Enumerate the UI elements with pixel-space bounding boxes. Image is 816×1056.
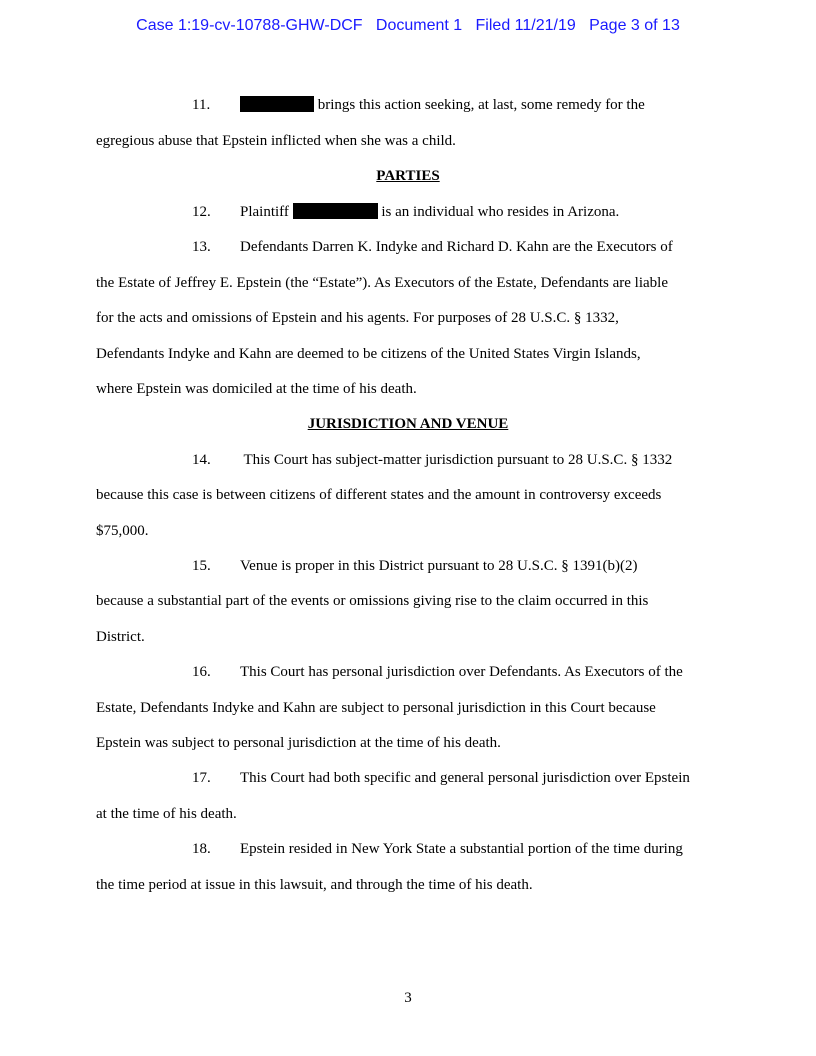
paragraph-15-line-2: because a substantial part of the events or omissions giving rise to the claim occurred in this xyxy=(96,593,649,609)
parties-heading: PARTIES xyxy=(376,168,440,184)
filed-date: Filed 11/21/19 xyxy=(475,17,576,34)
paragraph-number: 13. xyxy=(192,239,211,255)
paragraph-13-line-4: Defendants Indyke and Kahn are deemed to be citizens of the United States Virgin Islands, xyxy=(96,346,641,362)
paragraph-15-line-3: District. xyxy=(96,629,145,645)
redaction-block xyxy=(293,203,378,219)
ecf-header xyxy=(0,17,816,35)
paragraph-18-line-2: the time period at issue in this lawsuit, and through the time of his death. xyxy=(96,877,533,893)
paragraph-text: This Court has personal jurisdiction over Defendants. As Executors of the xyxy=(240,664,683,680)
paragraph-14-line-2: because this case is between citizens of different states and the amount in controversy exceeds xyxy=(96,487,662,503)
case-number: Case 1:19-cv-10788-GHW-DCF xyxy=(136,17,363,34)
page-indicator: Page 3 of 13 xyxy=(589,17,680,34)
paragraph-text: brings this action seeking, at last, some remedy for the xyxy=(317,97,645,113)
paragraph-18-line-1 xyxy=(192,840,683,858)
paragraph-17-line-1 xyxy=(192,769,690,787)
paragraph-number: 15. xyxy=(192,558,211,574)
jurisdiction-heading: JURISDICTION AND VENUE xyxy=(307,416,509,432)
paragraph-number: 11. xyxy=(192,97,211,113)
paragraph-text: Defendants Darren K. Indyke and Richard D. Kahn are the Executors of xyxy=(240,239,673,255)
paragraph-text: This Court has subject-matter jurisdiction pursuant to 28 U.S.C. § 1332 xyxy=(240,452,673,468)
paragraph-16-line-3: Epstein was subject to personal jurisdiction at the time of his death. xyxy=(96,735,501,751)
paragraph-12 xyxy=(192,203,619,221)
paragraph-number: 14. xyxy=(192,452,211,468)
paragraph-15-line-1 xyxy=(192,557,637,575)
redaction-block xyxy=(240,96,314,112)
document-number: Document 1 xyxy=(375,17,463,34)
paragraph-17-line-2: at the time of his death. xyxy=(96,806,237,822)
paragraph-13-line-2: the Estate of Jeffrey E. Epstein (the “Estate”). As Executors of the Estate, Defendants are liable xyxy=(96,275,668,291)
paragraph-11-line-1 xyxy=(192,96,645,114)
paragraph-text: Epstein resided in New York State a substantial portion of the time during xyxy=(240,841,683,857)
paragraph-16-line-2: Estate, Defendants Indyke and Kahn are subject to personal jurisdiction in this Court because xyxy=(96,700,656,716)
paragraph-text: Venue is proper in this District pursuant to 28 U.S.C. § 1391(b)(2) xyxy=(240,558,638,574)
paragraph-number: 16. xyxy=(192,664,211,680)
paragraph-13-line-1 xyxy=(192,238,673,256)
paragraph-13-line-3: for the acts and omissions of Epstein and his agents. For purposes of 28 U.S.C. § 1332, xyxy=(96,310,619,326)
paragraph-text: Plaintiff xyxy=(240,204,289,220)
paragraph-number: 12. xyxy=(192,204,211,220)
paragraph-16-line-1 xyxy=(192,663,683,681)
paragraph-13-line-5: where Epstein was domiciled at the time of his death. xyxy=(96,381,417,397)
paragraph-number: 17. xyxy=(192,770,211,786)
paragraph-11-line-2: egregious abuse that Epstein inflicted when she was a child. xyxy=(96,133,456,149)
paragraph-14-line-1 xyxy=(192,451,672,469)
paragraph-number: 18. xyxy=(192,841,211,857)
paragraph-text: is an individual who resides in Arizona. xyxy=(381,204,620,220)
page-number: 3 xyxy=(404,990,412,1006)
paragraph-text: This Court had both specific and general personal jurisdiction over Epstein xyxy=(240,770,690,786)
paragraph-14-line-3: $75,000. xyxy=(96,523,149,539)
